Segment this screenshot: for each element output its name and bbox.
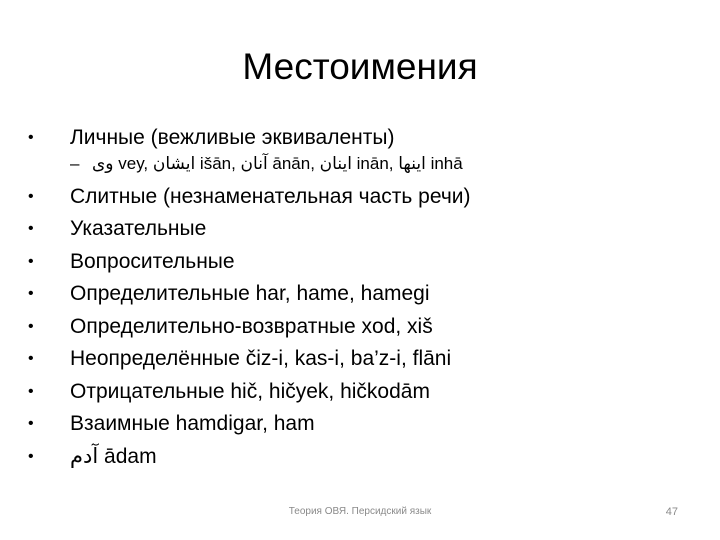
bullet-dot-icon: • [28, 129, 34, 146]
subitem-text: وی vey, ایشان išān, آنان ānān, اینان inān, اینها inhā [92, 153, 463, 173]
bullet-item-reciprocal [28, 408, 708, 441]
bullet-text: Вопросительные [70, 249, 235, 273]
subitem-personal-examples [28, 151, 708, 177]
bullet-text: Определительно-возвратные xod, xiš [70, 314, 433, 338]
bullet-text: Отрицательные hič, hičyek, hičkodām [70, 379, 430, 403]
bullet-item-demonstrative [28, 213, 708, 246]
page-number: 47 [665, 506, 678, 518]
bullet-item-clitic [28, 181, 708, 214]
bullet-dot-icon: • [28, 187, 34, 205]
dash-icon: – [70, 153, 80, 173]
bullet-dot-icon: • [28, 350, 34, 367]
bullet-list [28, 122, 708, 473]
bullet-dot-icon: • [28, 252, 34, 270]
bullet-dot-icon: • [28, 317, 34, 335]
bullet-text: آدم ādam [70, 444, 157, 468]
footer-text: Теория ОВЯ. Персидский язык [288, 506, 432, 517]
bullet-item-negative [28, 376, 708, 409]
bullet-text: Указательные [70, 217, 207, 240]
bullet-text: Личные (вежливые эквиваленты) [70, 126, 395, 149]
bullet-item-indefinite [28, 343, 708, 376]
bullet-dot-icon: • [28, 447, 34, 465]
bullet-item-adam [28, 441, 708, 474]
bullet-item-determinative [28, 278, 708, 311]
bullet-item-interrogative [28, 246, 708, 279]
bullet-text: Слитные (незнаменательная часть речи) [70, 184, 471, 208]
bullet-text: Определительные har, hame, hamegi [70, 282, 430, 305]
slide-title: Местоимения [242, 46, 478, 87]
bullet-dot-icon: • [28, 220, 34, 237]
bullet-text: Неопределённые čiz-i, kas-i, ba’z-i, flāni [70, 347, 452, 370]
bullet-dot-icon: • [28, 415, 34, 432]
bullet-text: Взаимные hamdigar, ham [70, 412, 315, 435]
bullet-dot-icon: • [28, 382, 34, 400]
bullet-dot-icon: • [28, 285, 34, 302]
bullet-item-reflexive [28, 311, 708, 344]
